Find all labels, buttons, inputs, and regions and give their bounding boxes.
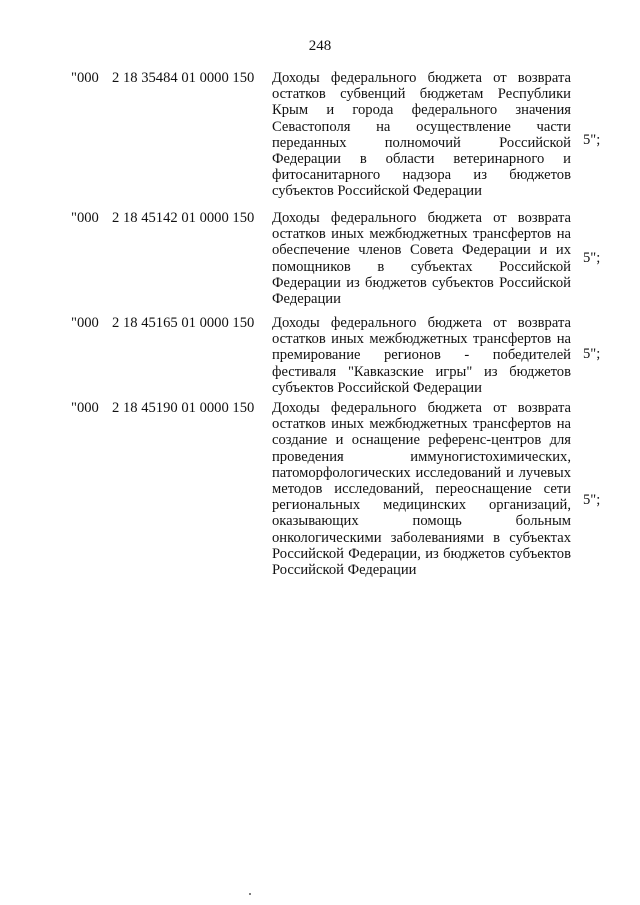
budget-code: 2 18 45165 01 0000 150 <box>112 315 255 331</box>
row-tail: 5"; <box>583 250 601 266</box>
row-prefix: "000 <box>71 210 99 226</box>
row-description: Доходы федерального бюджета от возврата остатков субвенций бюджетам Республики Крым и города федерального значения Севастополя на осуществление части переданных полномочий Российской Федерации в области ветеринарного и фитосанитарного надзора из бюджетов субъектов Российской Федерации <box>272 70 571 200</box>
budget-code: 2 18 45142 01 0000 150 <box>112 210 255 226</box>
row-description: Доходы федерального бюджета от возврата остатков иных межбюджетных трансфертов на создание и оснащение референс-центров для проведения иммуногистохимических, патоморфологических исследований и лучевых методов исследований, переоснащение сети региональных медицинских организаций, оказывающих помощь больным онкологическими заболеваниями в субъектах Российской Федерации, из бюджетов субъектов Российской Федерации <box>272 400 571 579</box>
budget-code: 2 18 35484 01 0000 150 <box>112 70 255 86</box>
budget-code: 2 18 45190 01 0000 150 <box>112 400 255 416</box>
row-tail: 5"; <box>583 492 601 508</box>
row-prefix: "000 <box>71 400 99 416</box>
scan-speck <box>249 893 251 895</box>
row-prefix: "000 <box>71 315 99 331</box>
page-number: 248 <box>308 38 332 54</box>
row-tail: 5"; <box>583 132 601 148</box>
row-tail: 5"; <box>583 346 601 362</box>
row-prefix: "000 <box>71 70 99 86</box>
row-description: Доходы федерального бюджета от возврата остатков иных межбюджетных трансфертов на обеспечение членов Совета Федерации и их помощников в субъектах Российской Федерации из бюджетов субъектов Российской Федерации <box>272 210 571 308</box>
row-description: Доходы федерального бюджета от возврата остатков иных межбюджетных трансфертов на премирование регионов - победителей фестиваля "Кавказские игры" из бюджетов субъектов Российской Федерации <box>272 315 571 396</box>
